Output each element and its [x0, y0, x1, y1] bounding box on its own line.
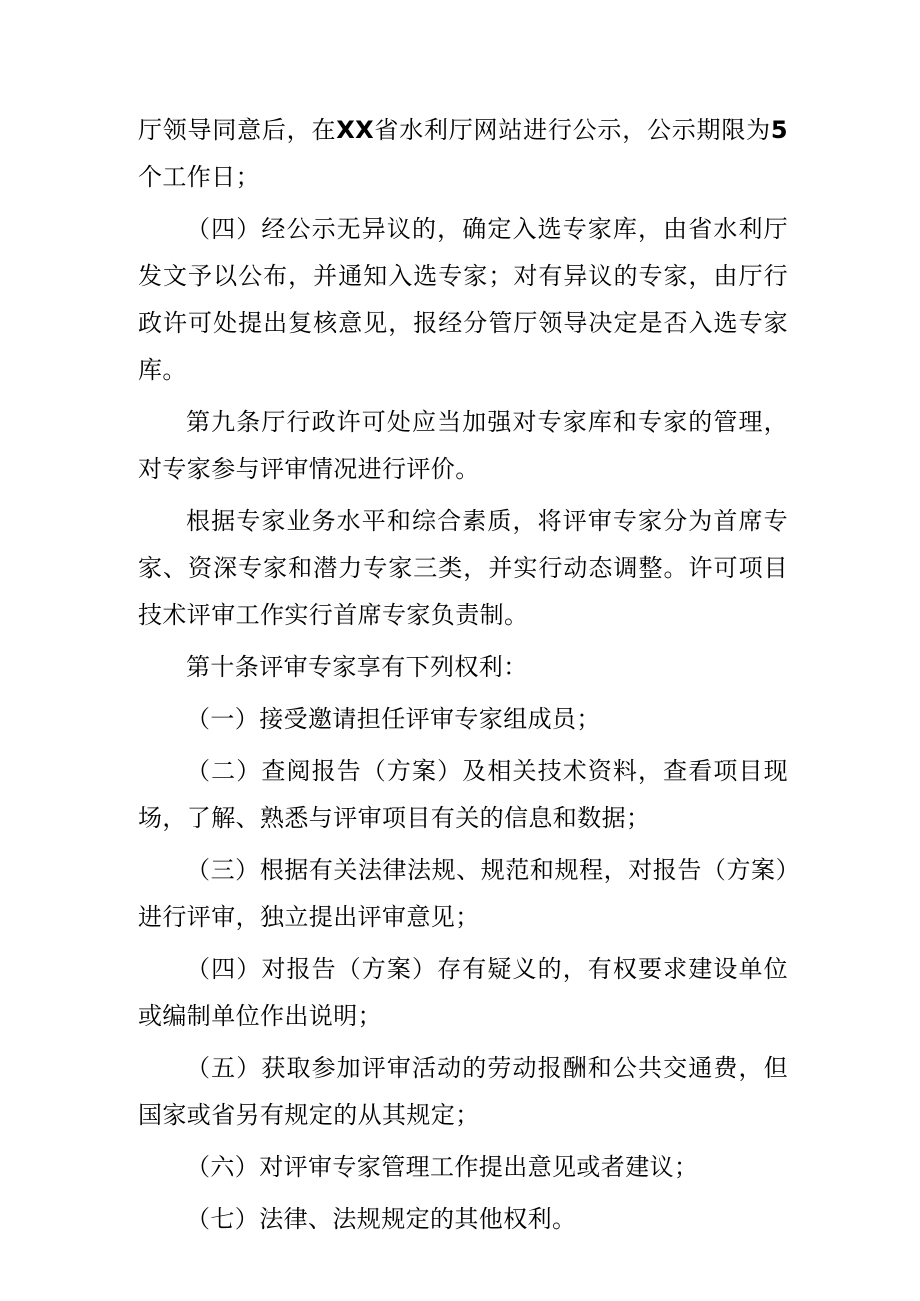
paragraph-p2 [138, 206, 788, 394]
paragraph-text: （一）接受邀请担任评审专家组成员； [186, 705, 601, 733]
paragraph-p9 [138, 946, 788, 1040]
paragraph-text: （七）法律、法规规定的其他权利。 [186, 1205, 577, 1233]
paragraph-p12 [138, 1196, 788, 1243]
paragraph-p3 [138, 399, 788, 493]
paragraph-text: （二）查阅报告（方案）及相关技术资料，查看项目现场，了解、熟悉与评审项目有关的信息和数据； [138, 757, 788, 832]
paragraph-p4 [138, 498, 788, 639]
paragraph-p6 [138, 696, 788, 743]
paragraph-text: 个工作日； [138, 163, 260, 191]
paragraph-text: （四）经公示无异议的，确定入选专家库，由省水利厅发文予以公布，并通知入选专家；对有异议的专家，由厅行政许可处提出复核意见，报经分管厅领导决定是否入选专家库。 [138, 215, 788, 384]
paragraph-p7 [138, 748, 788, 842]
paragraph-p8 [138, 847, 788, 941]
paragraph-text: 第十条评审专家享有下列权利： [186, 653, 528, 681]
paragraph-p10 [138, 1045, 788, 1139]
paragraph-p5 [138, 644, 788, 691]
paragraph-text: 省水利厅网站进行公示，公示期限为 [374, 116, 771, 144]
paragraph-text: （六）对评审专家管理工作提出意见或者建议； [186, 1153, 699, 1181]
paragraph-text: （三）根据有关法律法规、规范和规程，对报告（方案）进行评审，独立提出评审意见； [138, 856, 788, 931]
paragraph-text: 厅领导同意后，在 [138, 116, 337, 144]
bold-text: 5 [770, 116, 788, 144]
paragraph-text: （四）对报告（方案）存有疑义的，有权要求建设单位或编制单位作出说明； [138, 955, 788, 1030]
paragraph-text: 根据专家业务水平和综合素质，将评审专家分为首席专家、资深专家和潜力专家三类，并实行动态调整。许可项目技术评审工作实行首席专家负责制。 [138, 507, 788, 629]
paragraph-p1 [138, 107, 788, 201]
paragraph-text: 第九条厅行政许可处应当加强对专家库和专家的管理，对专家参与评审情况进行评价。 [138, 408, 788, 483]
bold-text: XX [336, 116, 375, 144]
paragraph-p11 [138, 1144, 788, 1191]
paragraph-text: （五）获取参加评审活动的劳动报酬和公共交通费，但国家或省另有规定的从其规定； [138, 1054, 788, 1129]
